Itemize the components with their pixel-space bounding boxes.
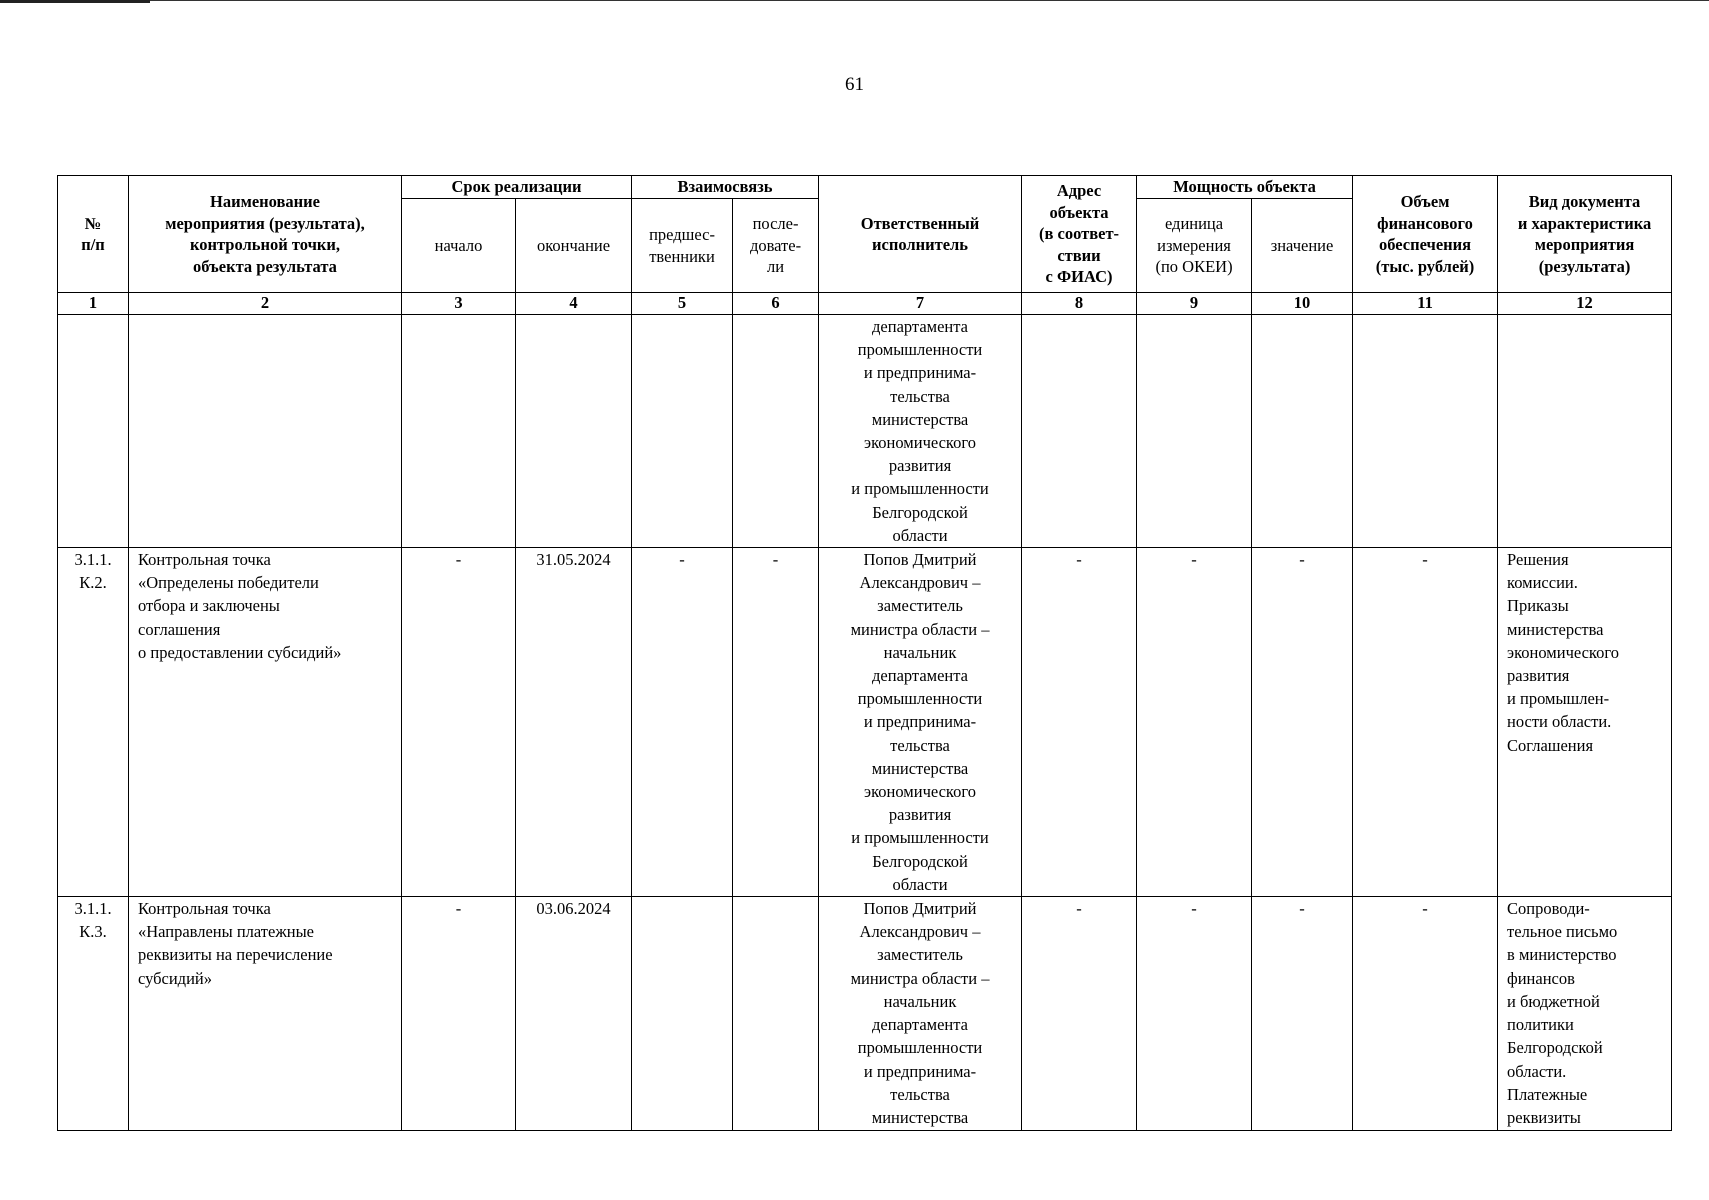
header-col-unit: единица измерения (по ОКЕИ) bbox=[1137, 199, 1252, 293]
cell-predecessors: - bbox=[632, 548, 733, 897]
cell-finance: - bbox=[1353, 897, 1498, 1131]
header-col-document: Вид документа и характеристика мероприятия (результата) bbox=[1498, 176, 1672, 293]
column-number: 4 bbox=[516, 293, 632, 315]
header-col-number: № п/п bbox=[58, 176, 129, 293]
header-group-period: Срок реализации bbox=[402, 176, 632, 199]
header-col-predecessors: предшес- твенники bbox=[632, 199, 733, 293]
header-group-capacity: Мощность объекта bbox=[1137, 176, 1353, 199]
cell-name bbox=[129, 315, 402, 548]
table-header bbox=[58, 176, 1672, 315]
header-col-finance: Объем финансового обеспечения (тыс. рублей) bbox=[1353, 176, 1498, 293]
header-row-top bbox=[58, 176, 1672, 199]
cell-start: - bbox=[402, 897, 516, 1131]
cell-document bbox=[1498, 315, 1672, 548]
cell-finance: - bbox=[1353, 548, 1498, 897]
column-number: 6 bbox=[733, 293, 819, 315]
cell-address: - bbox=[1022, 548, 1137, 897]
cell-value bbox=[1252, 315, 1353, 548]
cell-number bbox=[58, 315, 129, 548]
table-row bbox=[58, 315, 1672, 548]
header-col-start: начало bbox=[402, 199, 516, 293]
column-number: 12 bbox=[1498, 293, 1672, 315]
cell-unit bbox=[1137, 315, 1252, 548]
column-number: 11 bbox=[1353, 293, 1498, 315]
column-number: 2 bbox=[129, 293, 402, 315]
cell-document: Сопроводи- тельное письмо в министерство финансов и бюджетной политики Белгородской области. Платежные реквизиты bbox=[1498, 897, 1672, 1131]
cell-start: - bbox=[402, 548, 516, 897]
table-row bbox=[58, 548, 1672, 897]
column-number: 9 bbox=[1137, 293, 1252, 315]
cell-number: 3.1.1. К.3. bbox=[58, 897, 129, 1131]
cell-document: Решения комиссии. Приказы министерства экономического развития и промышлен- ности области. Соглашения bbox=[1498, 548, 1672, 897]
header-col-responsible: Ответственный исполнитель bbox=[819, 176, 1022, 293]
cell-unit: - bbox=[1137, 548, 1252, 897]
cell-value: - bbox=[1252, 897, 1353, 1131]
scan-edge-mark bbox=[0, 0, 150, 3]
cell-value: - bbox=[1252, 548, 1353, 897]
page-number: 61 bbox=[845, 74, 864, 95]
header-col-address: Адрес объекта (в соответ- ствии с ФИАС) bbox=[1022, 176, 1137, 293]
plan-table bbox=[57, 175, 1672, 1131]
cell-name: Контрольная точка «Направлены платежные реквизиты на перечисление субсидий» bbox=[129, 897, 402, 1131]
column-number-row bbox=[58, 293, 1672, 315]
cell-end: 31.05.2024 bbox=[516, 548, 632, 897]
table-row bbox=[58, 897, 1672, 1131]
cell-predecessors bbox=[632, 315, 733, 548]
cell-predecessors bbox=[632, 897, 733, 1131]
cell-successors bbox=[733, 897, 819, 1131]
cell-number: 3.1.1. К.2. bbox=[58, 548, 129, 897]
cell-address: - bbox=[1022, 897, 1137, 1131]
cell-end bbox=[516, 315, 632, 548]
cell-successors bbox=[733, 315, 819, 548]
header-col-name: Наименование мероприятия (результата), контрольной точки, объекта результата bbox=[129, 176, 402, 293]
cell-end: 03.06.2024 bbox=[516, 897, 632, 1131]
column-number: 3 bbox=[402, 293, 516, 315]
column-number: 5 bbox=[632, 293, 733, 315]
cell-successors: - bbox=[733, 548, 819, 897]
cell-unit: - bbox=[1137, 897, 1252, 1131]
cell-responsible: Попов Дмитрий Александрович – заместитель министра области – начальник департамента промышленности и предпринима- тельства министерства экономического развития и промышленности Белгородской области bbox=[819, 548, 1022, 897]
cell-name: Контрольная точка «Определены победители отбора и заключены соглашения о предоставлении субсидий» bbox=[129, 548, 402, 897]
header-col-successors: после- довате- ли bbox=[733, 199, 819, 293]
column-number: 10 bbox=[1252, 293, 1353, 315]
cell-address bbox=[1022, 315, 1137, 548]
header-col-value: значение bbox=[1252, 199, 1353, 293]
column-number: 7 bbox=[819, 293, 1022, 315]
column-number: 8 bbox=[1022, 293, 1137, 315]
cell-start bbox=[402, 315, 516, 548]
header-col-end: окончание bbox=[516, 199, 632, 293]
cell-responsible: департамента промышленности и предпринима- тельства министерства экономического развития и промышленности Белгородской области bbox=[819, 315, 1022, 548]
cell-finance bbox=[1353, 315, 1498, 548]
scan-edge-line bbox=[150, 0, 1709, 1]
header-group-link: Взаимосвязь bbox=[632, 176, 819, 199]
column-number: 1 bbox=[58, 293, 129, 315]
table-body bbox=[58, 315, 1672, 1131]
cell-responsible: Попов Дмитрий Александрович – заместитель министра области – начальник департамента промышленности и предпринима- тельства министерства bbox=[819, 897, 1022, 1131]
